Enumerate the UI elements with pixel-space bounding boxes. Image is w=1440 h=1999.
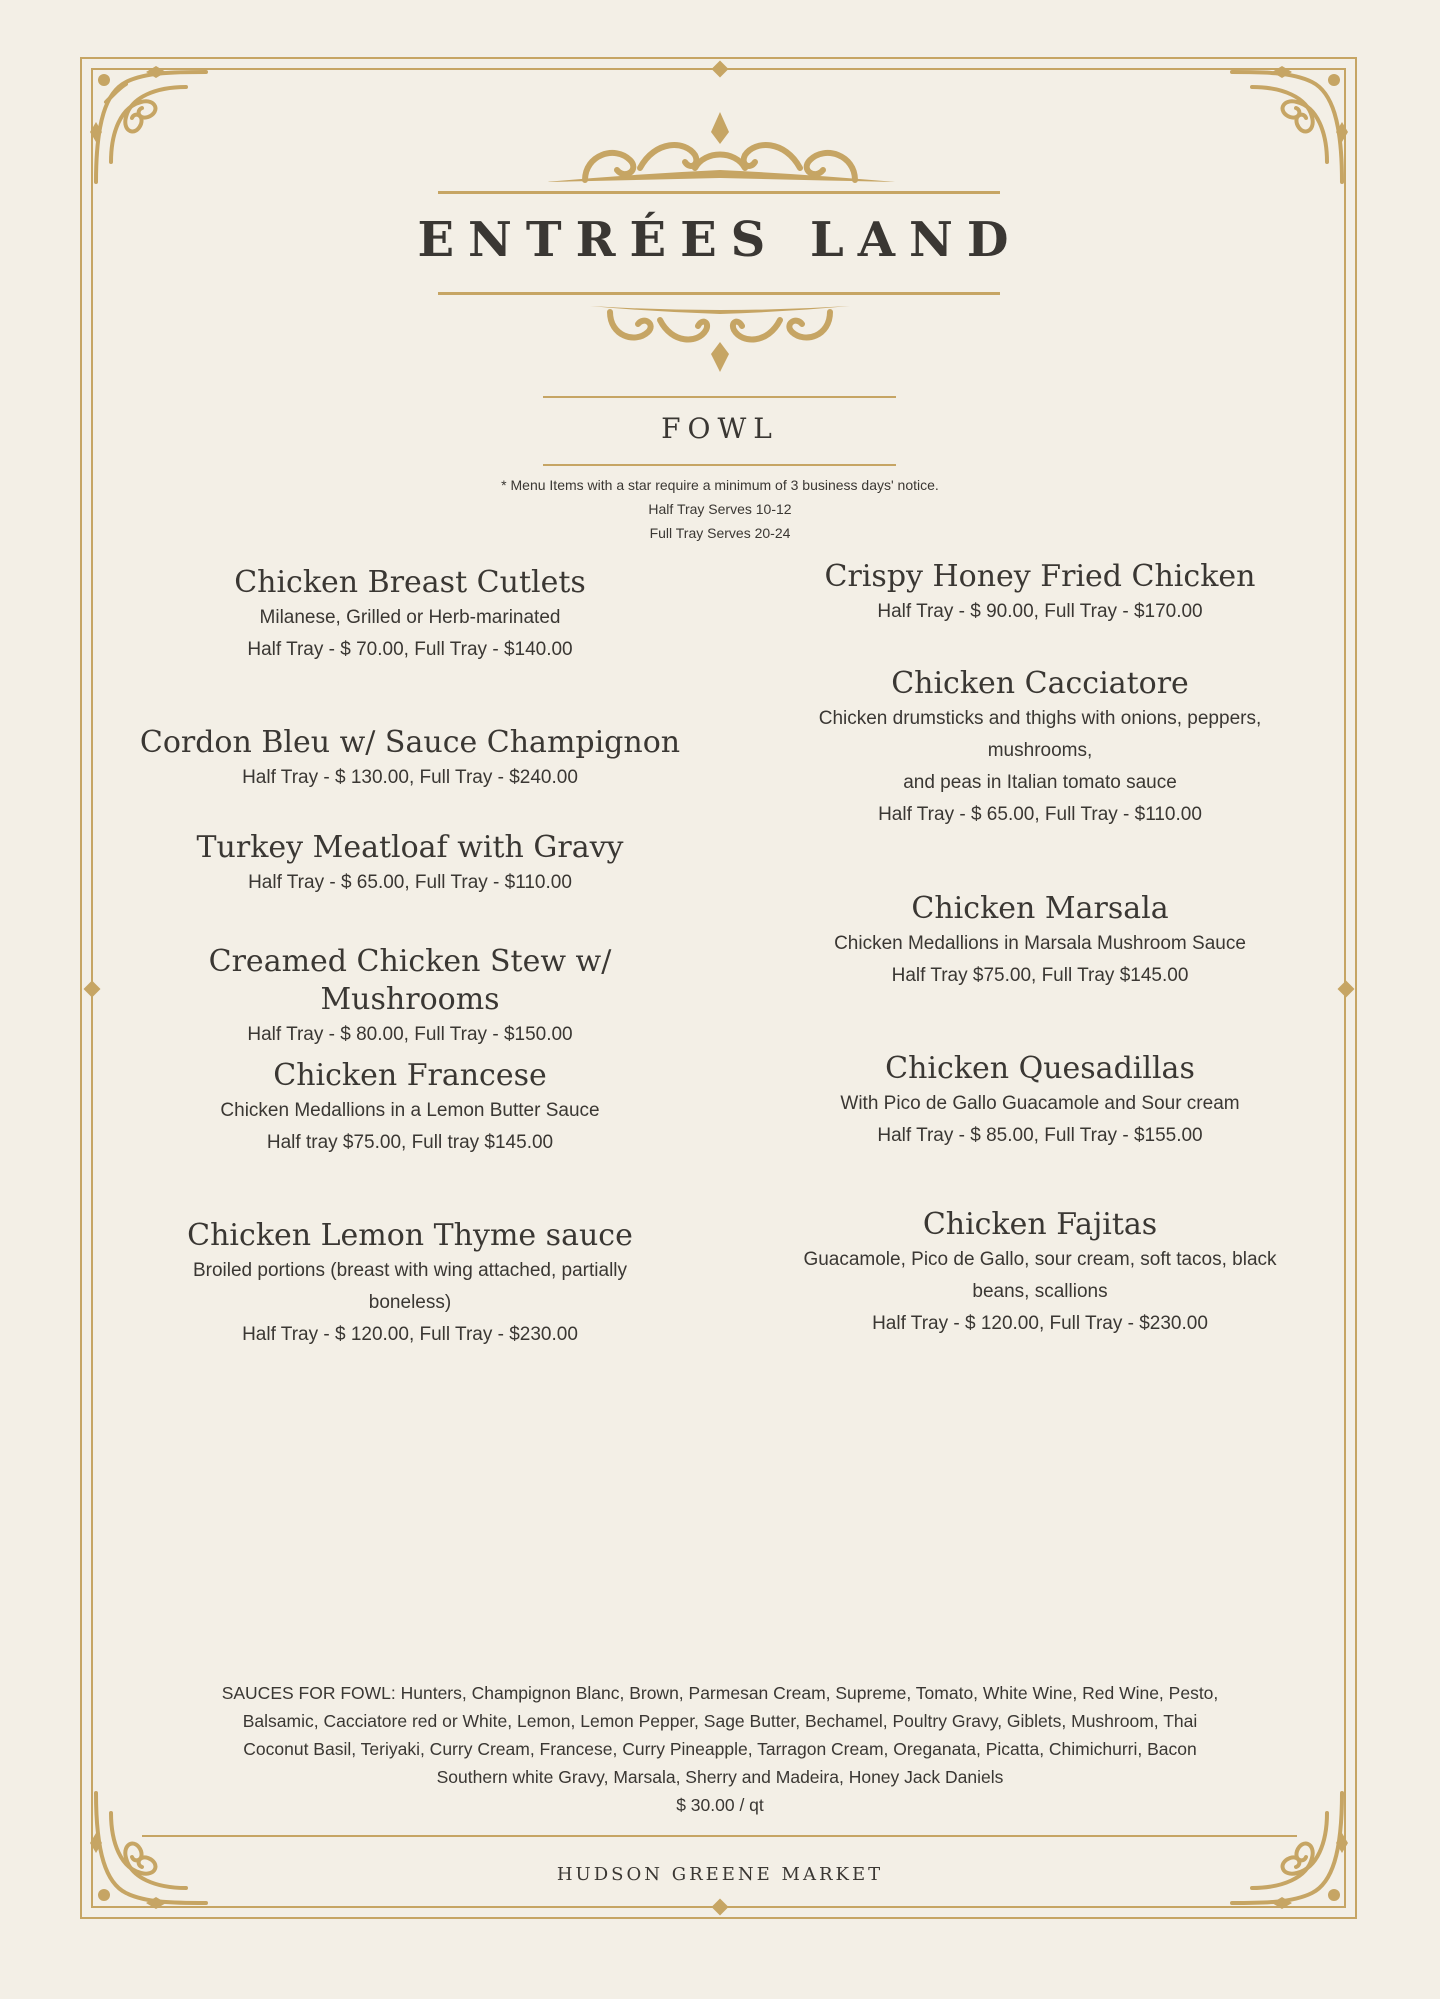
item-price: Half Tray - $ 120.00, Full Tray - $230.00 (242, 1324, 578, 1345)
menu-item (120, 724, 700, 794)
item-description: boneless) (368, 1292, 452, 1313)
item-name: Chicken Francese (273, 1058, 547, 1093)
sauces-line: Coconut Basil, Teriyaki, Curry Cream, Francese, Curry Pineapple, Tarragon Cream, Oreganata, Picatta, Chimichurri, Bacon (243, 1739, 1197, 1759)
item-name: Turkey Meatloaf with Gravy (196, 830, 624, 865)
menu-item (120, 1057, 700, 1159)
item-name: Chicken Quesadillas (885, 1051, 1195, 1086)
item-price: Half Tray - $ 65.00, Full Tray - $110.00 (248, 872, 572, 893)
menu-item (725, 665, 1355, 831)
section-title: FOWL (661, 412, 779, 445)
note-line: Full Tray Serves 20-24 (649, 525, 791, 541)
item-name: Cordon Bleu w/ Sauce Champignon (139, 725, 681, 760)
menu-item (120, 1217, 700, 1351)
item-description: With Pico de Gallo Guacamole and Sour cream (840, 1093, 1240, 1114)
item-name: Chicken Marsala (911, 891, 1169, 926)
item-price: Half Tray $75.00, Full Tray $145.00 (891, 965, 1189, 986)
item-price: Half Tray - $ 70.00, Full Tray - $140.00 (247, 639, 573, 660)
item-name: Chicken Breast Cutlets (234, 565, 586, 600)
footer-brand: HUDSON GREENE MARKET (556, 1864, 884, 1885)
item-description: Chicken drumsticks and thighs with onions, peppers, (818, 708, 1262, 729)
item-price: Half Tray - $ 130.00, Full Tray - $240.00 (242, 767, 578, 788)
menu-item (725, 558, 1355, 628)
note-line: Half Tray Serves 10-12 (648, 501, 792, 517)
item-description: beans, scallions (972, 1281, 1108, 1302)
item-name: Chicken Cacciatore (891, 666, 1189, 701)
menu-title: ENTRÉES LAND (417, 212, 1023, 268)
menu-item (725, 890, 1355, 992)
item-name: Creamed Chicken Stew w/ Mushrooms (208, 944, 612, 1017)
sauces-price: $ 30.00 / qt (676, 1795, 764, 1815)
item-price: Half Tray - $ 85.00, Full Tray - $155.00 (877, 1125, 1203, 1146)
item-description: Guacamole, Pico de Gallo, sour cream, soft tacos, black (803, 1249, 1277, 1270)
item-description: Chicken Medallions in Marsala Mushroom Sauce (834, 933, 1246, 954)
menu-item (725, 1206, 1355, 1340)
item-price: Half Tray - $ 80.00, Full Tray - $150.00 (247, 1024, 573, 1045)
item-price: Half Tray - $ 90.00, Full Tray - $170.00 (877, 601, 1203, 622)
sauces-line: Balsamic, Cacciatore red or White, Lemon, Lemon Pepper, Sage Butter, Bechamel, Poultry Gravy, Giblets, Mushroom, Thai (242, 1711, 1198, 1731)
item-name: Crispy Honey Fried Chicken (824, 559, 1256, 594)
item-description: Milanese, Grilled or Herb-marinated (259, 607, 561, 628)
item-description: and peas in Italian tomato sauce (903, 772, 1177, 793)
menu-item (725, 1050, 1355, 1152)
item-price: Half Tray - $ 65.00, Full Tray - $110.00 (878, 804, 1202, 825)
menu-item (120, 564, 700, 666)
item-name: Chicken Lemon Thyme sauce (187, 1218, 633, 1253)
item-name: Chicken Fajitas (922, 1207, 1158, 1242)
item-description: Broiled portions (breast with wing attached, partially (192, 1260, 628, 1281)
menu-item (120, 943, 700, 1051)
item-price: Half Tray - $ 120.00, Full Tray - $230.00 (872, 1313, 1208, 1334)
footer-rule (142, 1835, 1297, 1837)
note-line: * Menu Items with a star require a minimum of 3 business days' notice. (501, 477, 939, 493)
sauces-line: SAUCES FOR FOWL: Hunters, Champignon Blanc, Brown, Parmesan Cream, Supreme, Tomato, White Wine, Red Wine, Pesto, (221, 1683, 1219, 1703)
item-description: Chicken Medallions in a Lemon Butter Sauce (220, 1100, 600, 1121)
menu-item (120, 829, 700, 899)
sauces-list (180, 1679, 1260, 1819)
sauces-line: Southern white Gravy, Marsala, Sherry and Madeira, Honey Jack Daniels (436, 1767, 1004, 1787)
item-price: Half tray $75.00, Full tray $145.00 (266, 1132, 554, 1153)
item-description: mushrooms, (987, 740, 1093, 761)
